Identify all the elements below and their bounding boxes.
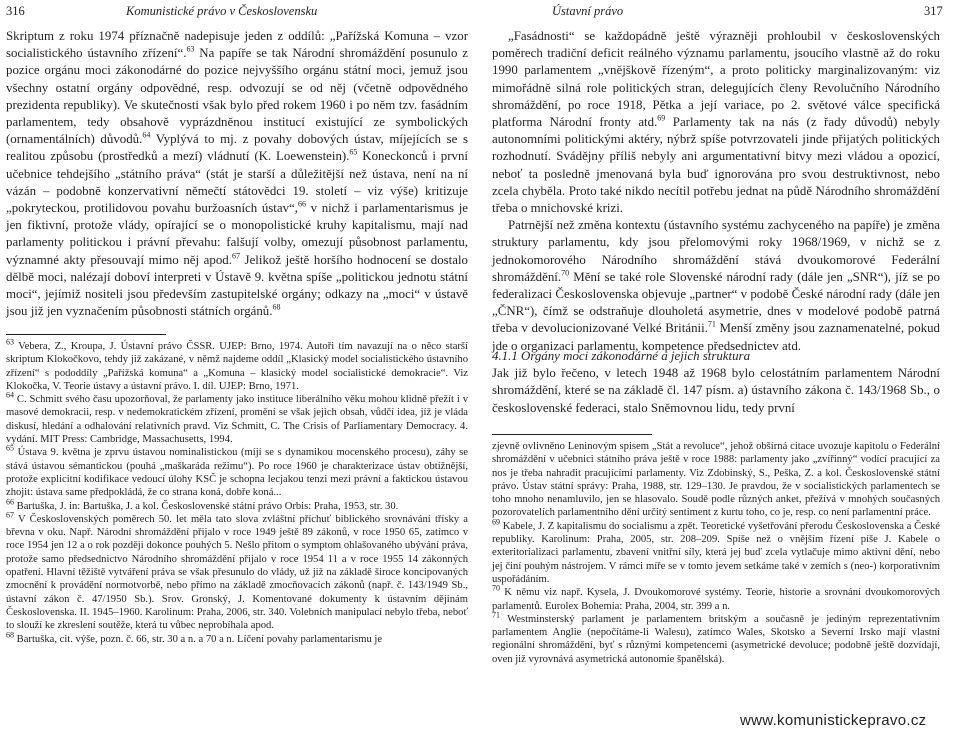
footnote-continued: zjevně ovlivněno Leninovým spisem „Stát a revoluce“, jehož obšírná citace uvozuje kapitolu o Federální shromáždění v učebnici státního práva ještě v roce 1988: parlamenty jako „zvířinný“ vodící pracující za nos je třeba nahradit pracujícími parlamenty. Viz Zdobinský, S., Peška, Z. a kol. Československé státní právo. Ústav státní správy: Praha, 1988, str. 129–130. Je pravdou, že v socialistických parlamentech se toho mnoho nenamluvilo, jen se hlasovalo. Soudě podle různých anket, přežívá v mnohých současných pozorovatelích parlamentního dění určitý sentiment z kurtu toho, co je, resp. co není parlamentní práce. <box>492 441 940 519</box>
footnote-71: $^{71}$ Westminsterský parlament je parlamentem britským a současně je jediným reprezentativním parlamentem Anglie (nepočítáme-li Walesu), zatímco Wales, Skotsko a Severní Irsko mají vlastní regionální shromáždění, byť s různými kompetencemi (asymetrické devoluce; podobně ještě dozvídají, oven již vyrovnává asymetrická autonomie španělská). <box>492 610 940 665</box>
footnote-70: $^{70}$ K němu viz např. Kysela, J. Dvoukomorové systémy. Teorie, historie a srovnání dvoukomorových parlamentů. Eurolex Bohemia: Praha, 2004, str. 399 a n. <box>492 583 940 612</box>
footnote-65: $^{65}$ Ústava 9. května je zprvu ústavou nominalistickou (míjí se s dynamikou mocenského procesu), záhy se stává ústavou sémantickou (pouhá „maškaráda režimu“). Po roce 1960 je charakterizace ústav obtížnější, protože explicitní kodifikace vedoucí úlohy KSČ je schopna lecjakou tenzi mezi právní a faktickou ústavou zhojit: ústava same předpokládá, že co strana koná, dobře koná... <box>6 443 468 499</box>
section <box>492 348 940 417</box>
footnotes <box>6 337 468 646</box>
footnotes <box>492 440 940 666</box>
footer-url: www.komunistickepravo.cz <box>740 712 927 729</box>
running-header: Ústavní právo <box>552 4 624 18</box>
footnote-63: $^{63}$ Vebera, Z., Kroupa, J. Ústavní právo ČSSR. UJEP: Brno, 1974. Autoři tím navazují na o něco starší skriptum Klokočkovo, tehdy již zakázané, v němž najdeme oddíl „Klasický model socialistického ústavního zřízení“ s pododdíly „Pařížská komuna“ a „Komuna – klasický model socialistické demokracie“. Viz Klokočka, V. Teorie ústavy a ústavní právo. I. díl. UJEP: Brno, 1971. <box>6 337 468 392</box>
section-paragraph: Jak již bylo řečeno, v letech 1948 až 1968 bylo celostátním parlamentem Národní shromáždění, které se na základě čl. 147 písm. a) ústavního zákona č. 143/1968 Sb., o československé federaci, stalo Sněmovnou lidu, tedy první <box>492 366 940 415</box>
page-number: 316 <box>6 4 25 18</box>
footnote-divider <box>6 334 166 335</box>
main-text <box>6 28 468 320</box>
paragraph: Skriptum z roku 1974 příznačně nadepisuje jeden z oddílů: „Pařížská Komuna – vzor socialistického ústavního zřízení“.$^{63}$ Na papíře se tak Národní shromáždění posunulo z pozice orgánu moci zákonodárné do pozice nejvyššího orgánu státní moci, jemuž jsou všechny ostatní orgány odpovědné, resp. odvozují se od něj (včetně odpovědného prezidenta republiky). Ve skutečnosti však bylo před rokem 1960 i po něm tzv. fasádním parlamentem, tedy obsahově vyprázdněnou institucí existující ze symbolických (ornamentálních) důvodů.$^{64}$ Vyplývá to mj. z povahy dobových ústav, míjejících se s realitou způsobu (prostředků a mezí) vládnutí (K. Loewenstein).$^{65}$ Koneckonců i první učebnice tehdejšího „státního práva“ (stát je starší a důležitější než ústava, není na ní vázán – podobně konzervativní němečtí státovědci 19. století – viz výše) kritizuje „pokryteckou, protilidovou povahu buržoasních ústav“,$^{66}$ v nichž i parlamentarismus je jen fiktivní, protože vlády, opírající se o monopolistické kruhy kapitalismu, mají nad parlamenty politickou i právní převahu: falšují volby, omezují působnost parlamentu, významné akty přesouvají mimo něj apod.$^{67}$ Jelikož ještě horšího hodnocení se dostalo dělbě moci, nalézají doboví interpreti v Ústavě 9. května spíše „politickou jednotu státní moci“, jejímiž nositeli jsou především zastupitelské orgány; odkazy na „moci“ v ústavě jsou již jen vyznačením působnosti státních orgánů.$^{68}$ <box>6 29 469 319</box>
footnote-divider <box>492 434 652 435</box>
page-number: 317 <box>924 4 943 18</box>
paragraph: „Fasádnosti“ se každopádně ještě výrazněji prohloubil v československých poměrech tradiční deficit reálného významu parlamentu, jsoucího vlastně až do roku 1990 parlamentem „vnějškově řízeným“, a proto politicky marginalizovaným: viz mimořádně silná role politických stran, delegujících členy Revolučního Národního shromáždění, po roce 1918, Pětka a její variace, po 2. světové válce specifická platforma Národní fronty atd.$^{69}$ Parlamenty tak na nás (z řady důvodů) nebyly autonomními politickými aktéry, nýbrž spíše potvrzovateli jinde přijatých politických rozhodnutí. Svádějny příliš nebyly ani argumentativní bitvy mezi vládou a opozicí, neboť ta posledně jmenovaná byla buď ignorována pro svou destruktivnost, nebo zcela chyběla. Proto také nikdo necítil potřebu jednat na půdě Národního shromáždění třeba o mnichovské krizi. <box>492 29 940 216</box>
paragraph: Patrnější než změna kontextu (ústavního systému zachyceného na papíře) je změna struktury parlamentu, kdy jsou přelomovými roky 1968/1969, v nichž se z jednokomorového Národního shromáždění stává dvoukomorové Federální shromáždění.$^{70}$ Mění se také role Slovenské národní rady (dále jen „SNR“), jíž se po federalizaci Československa objevuje „partner“ v podobě České národní rady (dále jen „ČNR“), čímž se odstraňuje dlouholetá asymetrie, dnes v modelové podobě patrná třeba v devolucionizované Velké Británii.$^{71}$ Menší změny jsou zaznamenatelné, pokud jde o organizaci parlamentu, kompetence předsednictev atd. <box>492 218 940 353</box>
running-header: Komunistické právo v Československu <box>126 4 318 18</box>
footnote-66: $^{66}$ Bartuška, J. in: Bartuška, J. a kol. Československé státní právo Orbis: Praha, 1953, str. 30. <box>6 497 399 512</box>
footnote-64: $^{64}$ C. Schmitt svého času upozorňoval, že parlamenty jako instituce liberálního věku mohou klidně přežít i v masové demokracii, resp. v nedemokratickém zřízení, promění se však jejich obsah, vůdčí idea, jíž je vláda diskusí, hledání a odhalování relativních pravd. Viz Schmitt, C. The Crisis of Parliamentary Democracy. 4. vydání. MIT Press: Cambridge, Massachusetts, 1994. <box>6 390 468 446</box>
right-page <box>480 0 960 735</box>
footnote-67: $^{67}$ V Československých poměrech 50. let měla tato slova zvláštní příchuť biblického srovnávání třísky a břevna v oku. Např. Národní shromáždění přijalo v roce 1949 ještě 89 zákonů, v roce 1950 65, zatímco v roce 1954 jen 12 a o rok později dokonce pouhých 5. Nešlo přitom o symptom ohlašovaného ubývání práva, protože samo předsednictvo Národního shromáždění přijalo v roce 1954 11 a v roce 1955 14 zákonných opatření. Hlavní těžiště vytváření práva se však přesunulo do vlády, už již na základě široce koncipovaných zmocnění k provádění normotvorbě, nebo přímo na základě zmocňovacích zákonů (např. č. 143/1949 Sb., ústavní zákon č. 47/1950 Sb.). Srov. Gronský, J. Komentované dokumenty k ústavním dějinám Československa. II. 1945–1960. Karolinum: Praha, 2006, str. 340. Volebních manipulací nebylo třeba, neboť to slouží ke zkreslení soutěže, která tu vůbec neprobíhala apod. <box>6 510 468 632</box>
section-title: 4.1.1 Orgány moci zákonodárné a jejich struktura <box>492 349 751 363</box>
main-text <box>492 28 940 355</box>
footnote-69: $^{69}$ Kabele, J. Z kapitalismu do socialismu a zpět. Teoretické vyšetřování přerodu Československa a České republiky. Karolinum: Praha, 2005, str. 208–209. Spíše než o vnějším řízení píše J. Kabele o exteritorializaci parlamentu, zbavení vnitřní síly, která jej buď zcela vytlačuje mimo aktivní dění, nebo jej činí pouhým nástrojem. V rámci míře se v tomto jevem setkáme také v zemích s (neo-) korporativním uspořádáním. <box>492 517 940 585</box>
footnote-68: $^{68}$ Bartuška, cit. výše, pozn. č. 66, str. 30 a n. a 70 a n. Líčení povahy parlamentarismu je <box>6 630 383 645</box>
